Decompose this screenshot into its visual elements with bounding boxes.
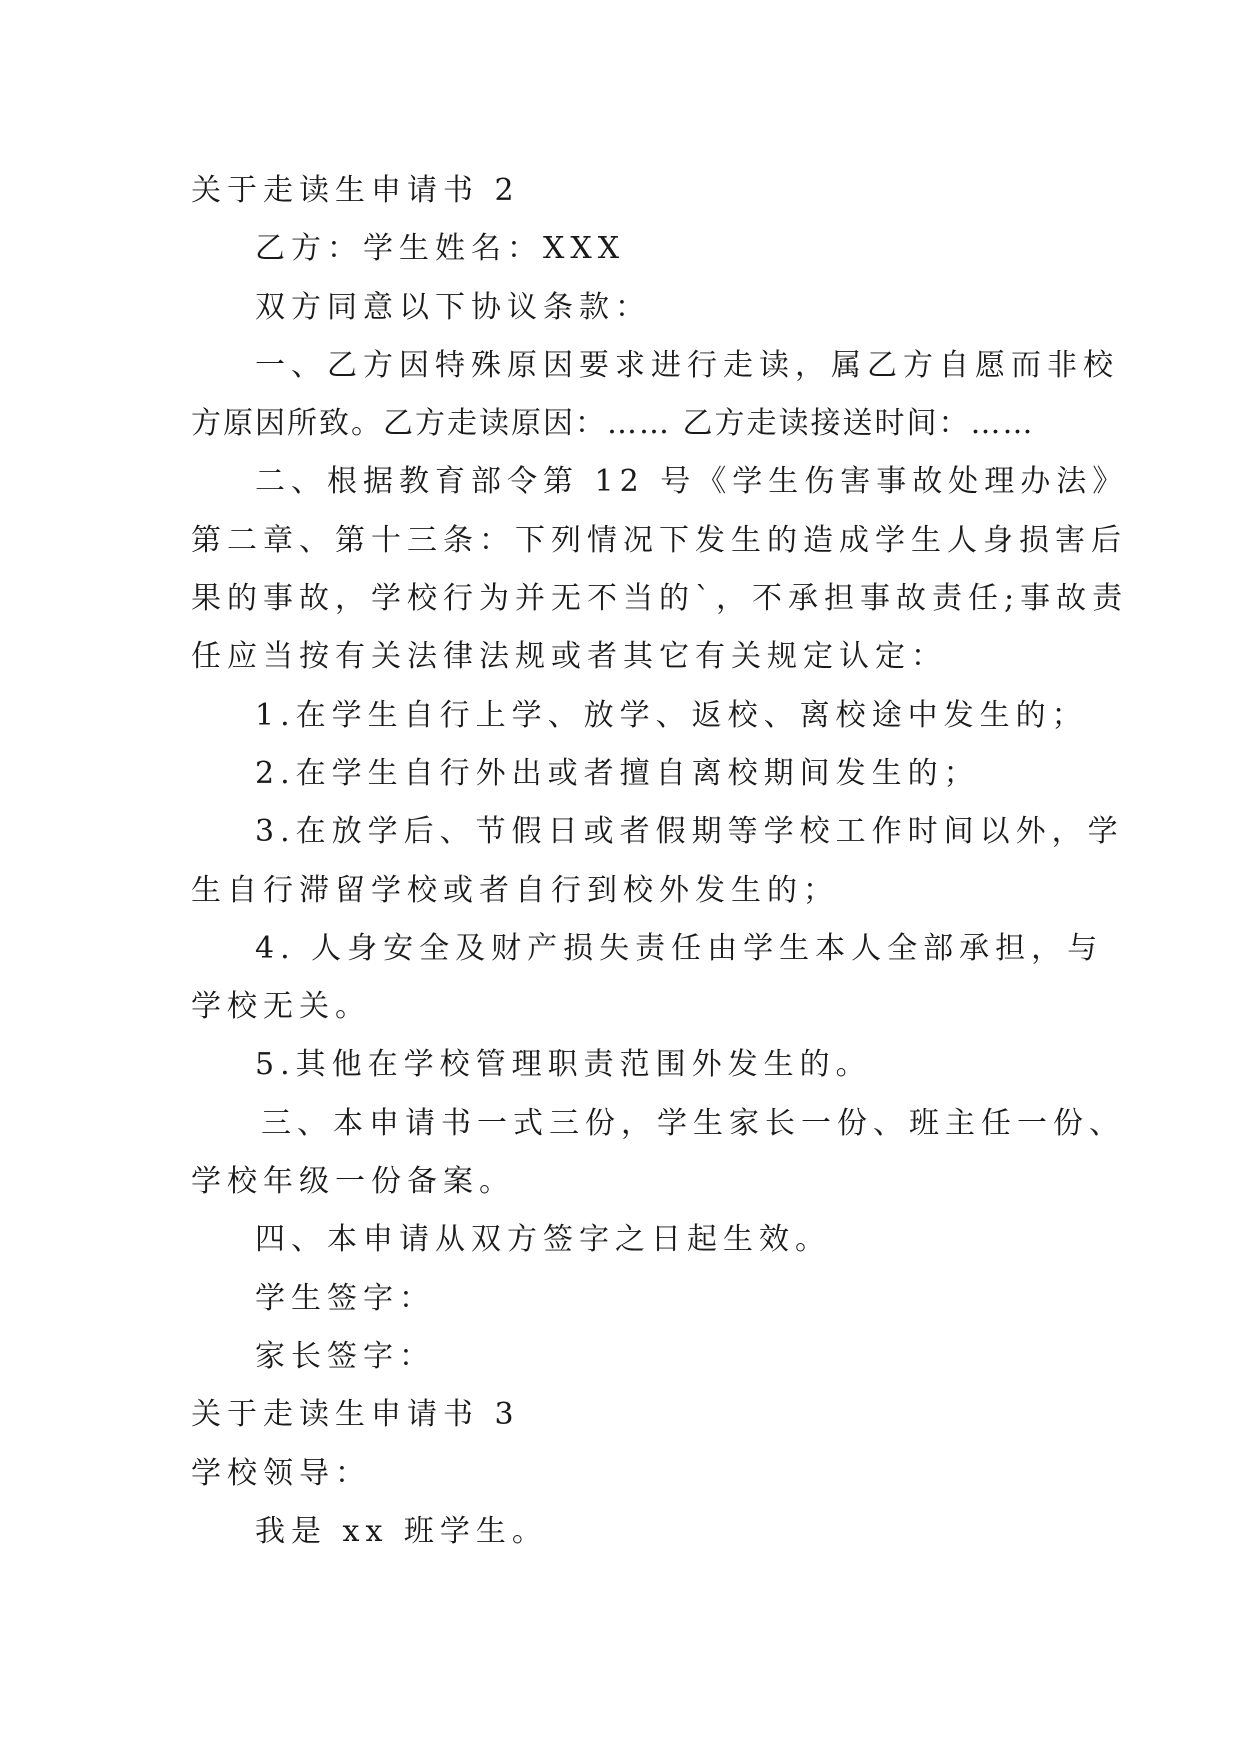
clause-3-line-2: 学校年级一份备案。 [191, 1164, 515, 1200]
clause-1-line-2: 方原因所致。乙方走读原因：…… 乙方走读接送时间：…… [191, 406, 1035, 442]
salutation: 学校领导： [191, 1455, 371, 1491]
section-title-2: 关于走读生申请书 2 [191, 173, 520, 208]
clause-1-line-1: 一、乙方因特殊原因要求进行走读，属乙方自愿而非校 [255, 347, 1119, 383]
list-item-1: 1.在学生自行上学、放学、返校、离校途中发生的； [255, 697, 1088, 733]
list-item-4-line-1: 4. 人身安全及财产损失责任由学生本人全部承担，与 [255, 930, 1104, 966]
list-item-5: 5.其他在学校管理职责范围外发生的。 [255, 1047, 872, 1083]
clause-2-line-2: 第二章、第十三条：下列情况下发生的造成学生人身损害后 [191, 522, 1127, 558]
clause-2-line-1: 二、根据教育部令第 12 号《学生伤害事故处理办法》 [255, 464, 1129, 500]
agreement-intro: 双方同意以下协议条款： [255, 289, 651, 325]
clause-3-line-1: 三、本申请书一式三份，学生家长一份、班主任一份、 [261, 1105, 1125, 1141]
list-item-2: 2.在学生自行外出或者擅自离校期间发生的； [255, 755, 980, 791]
intro-sentence: 我是 xx 班学生。 [255, 1513, 548, 1549]
section-title-3: 关于走读生申请书 3 [191, 1397, 520, 1433]
student-signature-label: 学生签字： [255, 1280, 435, 1316]
parent-signature-label: 家长签字： [255, 1338, 435, 1374]
party-b-line: 乙方：学生姓名：XXX [255, 231, 626, 267]
clause-4: 四、本申请从双方签字之日起生效。 [255, 1222, 831, 1258]
list-item-3-line-2: 生自行滞留学校或者自行到校外发生的； [191, 872, 839, 908]
list-item-4-line-2: 学校无关。 [191, 989, 371, 1025]
list-item-3-line-1: 3.在放学后、节假日或者假期等学校工作时间以外，学 [255, 814, 1124, 850]
document-body [191, 162, 1129, 1561]
clause-2-line-4: 任应当按有关法律法规或者其它有关规定认定： [191, 639, 947, 675]
clause-2-line-3: 果的事故，学校行为并无不当的`，不承担事故责任;事故责 [191, 581, 1129, 617]
